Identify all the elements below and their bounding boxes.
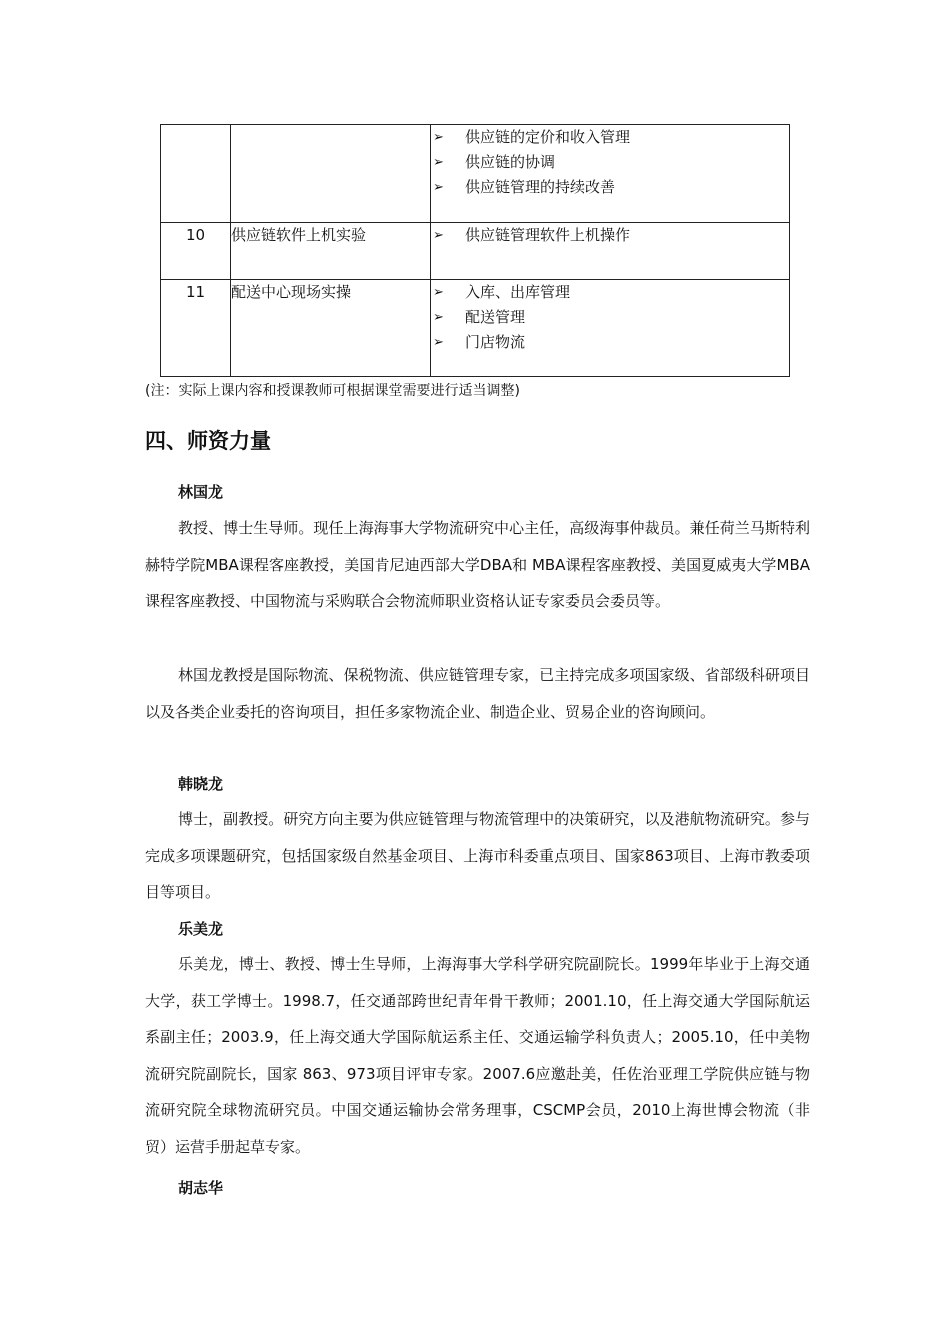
list-item xyxy=(431,330,789,355)
list-item-text: 门店物流 xyxy=(465,333,526,351)
bullet-list xyxy=(431,223,789,248)
bullet-list xyxy=(431,280,789,355)
faculty-bio-paragraph: 博士，副教授。研究方向主要为供应链管理与物流管理中的决策研究，以及港航物流研究。参与完成多项课题研究，包括国家级自然基金项目、上海市科委重点项目、国家863项目、上海市教委项目等项目。 xyxy=(145,810,810,902)
course-table xyxy=(160,124,790,377)
arrow-bullet-icon: ➢ xyxy=(433,335,444,350)
faculty-bio-paragraph: 乐美龙，博士、教授、博士生导师，上海海事大学科学研究院副院长。1999年毕业于上海交通大学，获工学博士。1998.7，任交通部跨世纪青年骨干教师；2001.10，任上海交通大学国际航运系副主任；2003.9，任上海交通大学国际航运系主任、交通运输学科负责人；2005.10，任中美物流研究院副院长，国家 863、973项目评审专家。2007.6应邀赴美，任佐治亚理工学院供应链与物流研究院全球物流研究员。中国交通运输协会常务理事，CSCMP会员，2010上海世博会物流（非贸）运营手册起草专家。 xyxy=(145,955,810,1156)
arrow-bullet-icon: ➢ xyxy=(433,155,444,170)
list-item xyxy=(431,175,789,200)
faculty-name: 韩晓龙 xyxy=(178,775,224,793)
row-number: 10 xyxy=(161,223,231,280)
faculty-bio-paragraph: 教授、博士生导师。现任上海海事大学物流研究中心主任，高级海事仲裁员。兼任荷兰马斯特利赫特学院MBA课程客座教授，美国肯尼迪西部大学DBA和 MBA课程客座教授、美国夏威夷大学MBA课程客座教授、中国物流与采购联合会物流师职业资格认证专家委员会委员等。 xyxy=(145,519,810,611)
arrow-bullet-icon: ➢ xyxy=(433,228,444,243)
row-items xyxy=(431,125,790,223)
row-topic xyxy=(231,125,431,223)
faculty-name: 林国龙 xyxy=(178,483,224,501)
arrow-bullet-icon: ➢ xyxy=(433,130,444,145)
list-item xyxy=(431,280,789,305)
bullet-list xyxy=(431,125,789,200)
row-topic: 配送中心现场实操 xyxy=(231,280,431,377)
list-item xyxy=(431,223,789,248)
list-item-text: 供应链的协调 xyxy=(465,153,556,171)
row-items xyxy=(431,280,790,377)
faculty-name: 乐美龙 xyxy=(178,920,224,938)
list-item-text: 供应链的定价和收入管理 xyxy=(465,128,631,146)
list-item-text: 供应链管理软件上机操作 xyxy=(465,226,631,244)
row-number: 11 xyxy=(161,280,231,377)
list-item xyxy=(431,305,789,330)
list-item xyxy=(431,125,789,150)
row-topic: 供应链软件上机实验 xyxy=(231,223,431,280)
faculty-name: 胡志华 xyxy=(178,1179,224,1197)
list-item-text: 供应链管理的持续改善 xyxy=(465,178,616,196)
section-heading: 四、师资力量 xyxy=(145,429,271,453)
table-row xyxy=(161,223,790,280)
list-item xyxy=(431,150,789,175)
faculty-bio-paragraph: 林国龙教授是国际物流、保税物流、供应链管理专家，已主持完成多项国家级、省部级科研项目以及各类企业委托的咨询项目，担任多家物流企业、制造企业、贸易企业的咨询顾问。 xyxy=(145,666,810,721)
list-item-text: 入库、出库管理 xyxy=(465,283,571,301)
table-row xyxy=(161,280,790,377)
arrow-bullet-icon: ➢ xyxy=(433,310,444,325)
row-items xyxy=(431,223,790,280)
table-note: (注：实际上课内容和授课教师可根据课堂需要进行适当调整) xyxy=(145,383,520,399)
list-item-text: 配送管理 xyxy=(465,308,526,326)
arrow-bullet-icon: ➢ xyxy=(433,285,444,300)
table-row xyxy=(161,125,790,223)
row-number xyxy=(161,125,231,223)
arrow-bullet-icon: ➢ xyxy=(433,180,444,195)
